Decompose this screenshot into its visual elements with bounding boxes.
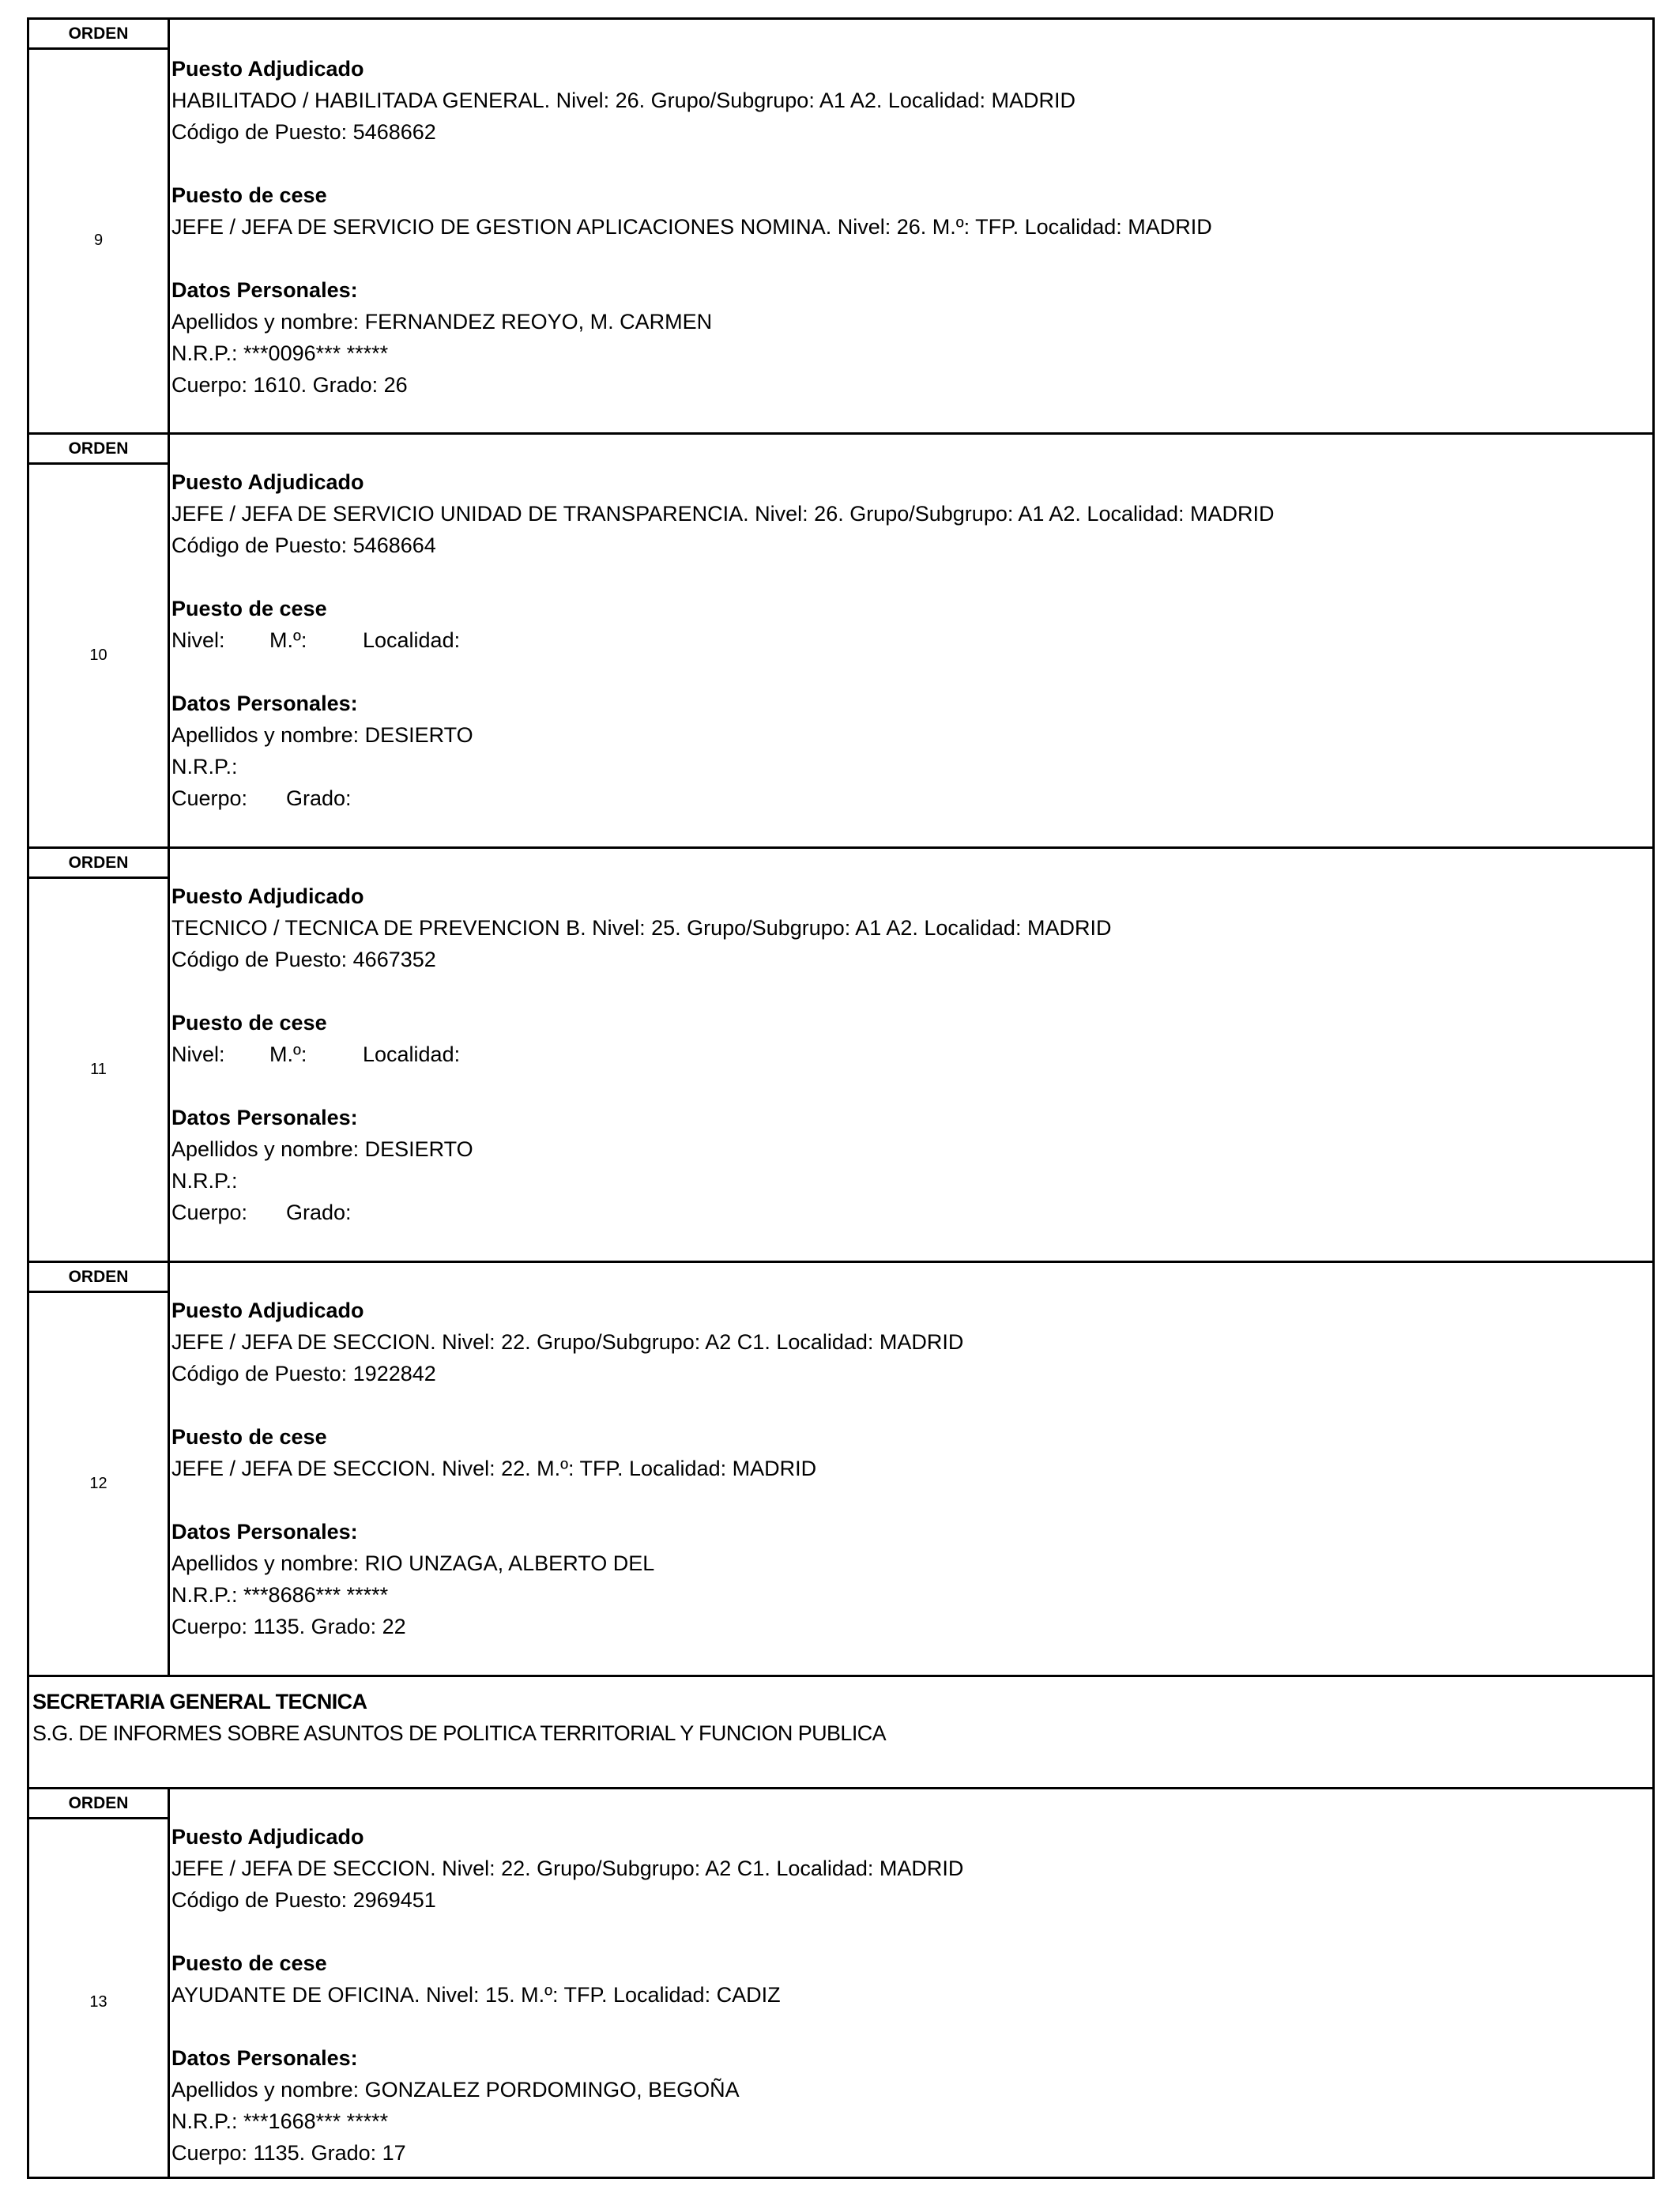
cese-line: JEFE / JEFA DE SERVICIO DE GESTION APLICACIONES NOMINA. Nivel: 26. M.º: TFP. Localidad: MADRID [171, 215, 1212, 239]
adjudicado-line: JEFE / JEFA DE SERVICIO UNIDAD DE TRANSPARENCIA. Nivel: 26. Grupo/Subgrupo: A1 A2. Localidad: MADRID [171, 502, 1275, 526]
codigo-puesto: Código de Puesto: 5468662 [171, 120, 436, 144]
cese-title: Puesto de cese [171, 1011, 327, 1035]
entry-block-10 [29, 435, 1652, 847]
nombre-line: Apellidos y nombre: DESIERTO [171, 723, 473, 747]
orden-label: ORDEN [29, 435, 168, 465]
nrp-line: N.R.P.: [171, 1169, 238, 1193]
orden-number: 9 [93, 232, 104, 249]
grado-label: Grado: [286, 1201, 352, 1224]
orden-label: ORDEN [29, 20, 168, 50]
orden-column [29, 20, 170, 432]
adjudicado-title: Puesto Adjudicado [171, 470, 364, 494]
nrp-line: N.R.P.: [171, 755, 238, 778]
cese-title: Puesto de cese [171, 597, 327, 620]
cese-nivel-label: Nivel: [171, 1042, 225, 1066]
entry-content [171, 880, 1644, 1228]
entry-content [171, 466, 1644, 814]
orden-column [29, 1789, 170, 2177]
orden-label: ORDEN [29, 849, 168, 879]
adjudicado-line: JEFE / JEFA DE SECCION. Nivel: 22. Grupo/Subgrupo: A2 C1. Localidad: MADRID [171, 1330, 964, 1354]
cuerpo-line: Cuerpo: 1135. Grado: 22 [171, 1615, 406, 1638]
entry-block-11 [29, 849, 1652, 1261]
cese-localidad-label: Localidad: [363, 1042, 461, 1066]
section-header [29, 1677, 1652, 1787]
orden-column [29, 849, 170, 1261]
entry-block-13 [29, 1789, 1652, 2177]
codigo-puesto: Código de Puesto: 5468664 [171, 533, 436, 557]
adjudicado-title: Puesto Adjudicado [171, 1825, 364, 1849]
cese-localidad-label: Localidad: [363, 628, 461, 652]
nrp-line: N.R.P.: ***1668*** ***** [171, 2109, 389, 2133]
cese-line: AYUDANTE DE OFICINA. Nivel: 15. M.º: TFP. Localidad: CADIZ [171, 1983, 781, 2007]
adjudicado-title: Puesto Adjudicado [171, 884, 364, 908]
datos-title: Datos Personales: [171, 1520, 358, 1544]
cuerpo-line: Cuerpo: 1135. Grado: 17 [171, 2141, 406, 2165]
adjudicado-title: Puesto Adjudicado [171, 57, 364, 81]
orden-number: 11 [90, 1061, 107, 1078]
codigo-puesto: Código de Puesto: 4667352 [171, 948, 436, 971]
cese-line [171, 624, 1644, 656]
cese-line: JEFE / JEFA DE SECCION. Nivel: 22. M.º: TFP. Localidad: MADRID [171, 1457, 817, 1480]
cese-ministerio-label: M.º: [269, 1042, 307, 1066]
document-table [27, 17, 1655, 2179]
orden-number: 10 [89, 647, 107, 664]
datos-title: Datos Personales: [171, 2046, 358, 2070]
cese-title: Puesto de cese [171, 183, 327, 207]
datos-title: Datos Personales: [171, 278, 358, 302]
nrp-line: N.R.P.: ***0096*** ***** [171, 341, 389, 365]
cese-title: Puesto de cese [171, 1425, 327, 1449]
cuerpo-line [171, 782, 1644, 814]
adjudicado-line: JEFE / JEFA DE SECCION. Nivel: 22. Grupo/Subgrupo: A2 C1. Localidad: MADRID [171, 1857, 964, 1880]
codigo-puesto: Código de Puesto: 2969451 [171, 1888, 436, 1912]
entry-content [171, 1295, 1644, 1642]
nrp-line: N.R.P.: ***8686*** ***** [171, 1583, 389, 1607]
orden-label: ORDEN [29, 1789, 168, 1819]
nombre-line: Apellidos y nombre: RIO UNZAGA, ALBERTO DEL [171, 1551, 655, 1575]
cese-nivel-label: Nivel: [171, 628, 225, 652]
datos-title: Datos Personales: [171, 692, 358, 715]
orden-label: ORDEN [29, 1263, 168, 1293]
orden-column [29, 1263, 170, 1676]
cuerpo-line: Cuerpo: 1610. Grado: 26 [171, 373, 408, 397]
adjudicado-line: TECNICO / TECNICA DE PREVENCION B. Nivel: 25. Grupo/Subgrupo: A1 A2. Localidad: MADRID [171, 916, 1112, 940]
orden-column [29, 435, 170, 847]
section-title: SECRETARIA GENERAL TECNICA [32, 1690, 367, 1713]
grado-label: Grado: [286, 786, 352, 810]
nombre-line: Apellidos y nombre: FERNANDEZ REOYO, M. CARMEN [171, 310, 713, 334]
cuerpo-label: Cuerpo: [171, 786, 248, 810]
entry-block-9 [29, 20, 1652, 432]
cuerpo-line [171, 1197, 1644, 1228]
orden-number: 12 [89, 1475, 107, 1492]
cese-line [171, 1039, 1644, 1070]
adjudicado-line: HABILITADO / HABILITADA GENERAL. Nivel: 26. Grupo/Subgrupo: A1 A2. Localidad: MADRID [171, 89, 1075, 112]
entry-content [171, 1821, 1644, 2169]
nombre-line: Apellidos y nombre: DESIERTO [171, 1137, 473, 1161]
nombre-line: Apellidos y nombre: GONZALEZ PORDOMINGO, BEGOÑA [171, 2078, 740, 2102]
section-subtitle: S.G. DE INFORMES SOBRE ASUNTOS DE POLITICA TERRITORIAL Y FUNCION PUBLICA [32, 1721, 887, 1745]
orden-number: 13 [89, 1993, 107, 2011]
adjudicado-title: Puesto Adjudicado [171, 1299, 364, 1322]
datos-title: Datos Personales: [171, 1106, 358, 1129]
cese-title: Puesto de cese [171, 1951, 327, 1975]
cuerpo-label: Cuerpo: [171, 1201, 248, 1224]
entry-block-12 [29, 1263, 1652, 1676]
cese-ministerio-label: M.º: [269, 628, 307, 652]
entry-content [171, 53, 1644, 401]
codigo-puesto: Código de Puesto: 1922842 [171, 1362, 436, 1385]
